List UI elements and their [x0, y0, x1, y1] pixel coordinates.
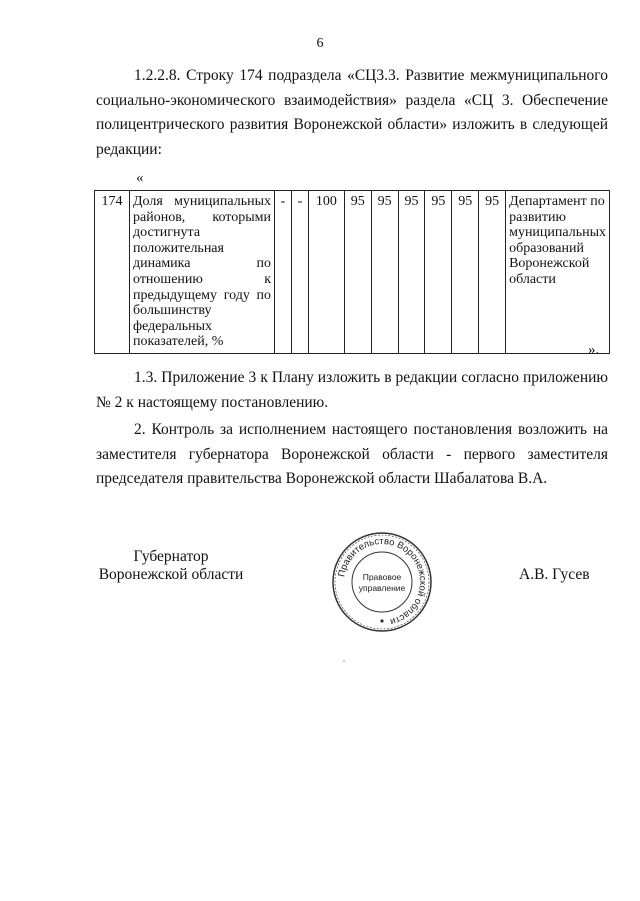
- value-cell: 100: [309, 191, 345, 354]
- page-number: 6: [316, 36, 324, 51]
- dash-cell-2: -: [292, 191, 309, 354]
- value-cell: 95: [479, 191, 506, 354]
- scan-speck: [343, 660, 345, 662]
- department-cell: Департамент по развитию муниципальных образований Воронежской области: [506, 191, 610, 354]
- signatory-title: [96, 548, 246, 584]
- signatory-name: А.В. Гусев: [519, 566, 590, 583]
- indicator-name-cell: Доля муниципальных районов, которыми достигнута положительная динамика по отношению к предыдущему году по большинству федеральных показателей, %: [130, 191, 275, 354]
- value-cell: 95: [371, 191, 398, 354]
- indicator-table: [94, 190, 610, 354]
- value-cell: 95: [425, 191, 452, 354]
- paragraph-amendment: 1.2.2.8. Строку 174 подраздела «СЦ3.3. Развитие межмуниципального социально-экономического взаимодействия» раздела «СЦ 3. Обеспечение полицентрического развития Воронежской области» изложить в следующей редакции:: [96, 67, 608, 158]
- row-number-cell: 174: [95, 191, 130, 354]
- value-cell: 95: [344, 191, 371, 354]
- value-cell: 95: [398, 191, 425, 354]
- dash-cell-1: -: [275, 191, 292, 354]
- official-stamp: [330, 530, 434, 634]
- table-row: [95, 191, 610, 354]
- signatory-title-line-1: Губернатор: [133, 548, 209, 565]
- value-cell: 95: [452, 191, 479, 354]
- stamp-star: [380, 619, 383, 622]
- paragraph-control: 2. Контроль за исполнением настоящего постановления возложить на заместителя губернатора Воронежской области - первого заместителя председателя правительства Воронежской области Шабалатова В.А.: [96, 421, 608, 487]
- stamp-center-line-1: Правовое: [362, 572, 402, 582]
- stamp-ring-text: Правительство Воронежской области: [336, 535, 429, 628]
- stamp-center-line-2: управление: [358, 583, 406, 593]
- closing-quote: ».: [588, 342, 600, 358]
- signatory-title-line-2: Воронежской области: [98, 566, 244, 583]
- opening-quote: «: [136, 170, 144, 186]
- paragraph-appendix: 1.3. Приложение 3 к Плану изложить в редакции согласно приложению № 2 к настоящему постановлению.: [96, 369, 608, 411]
